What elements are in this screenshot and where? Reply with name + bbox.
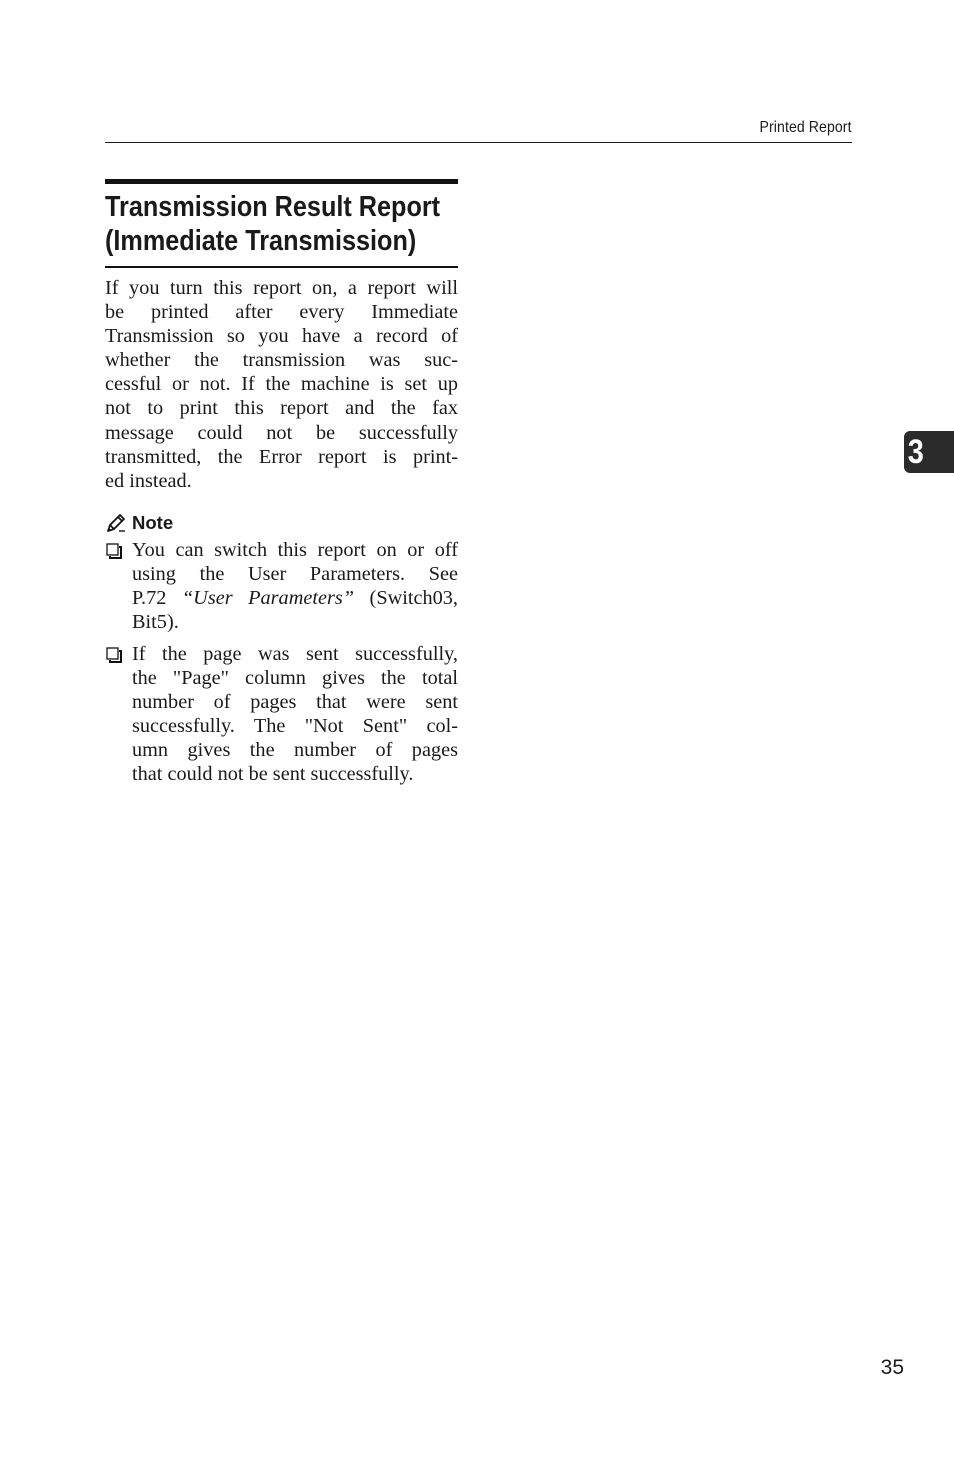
note-line: using the User Parameters. See	[132, 563, 458, 586]
note-line: number of pages that were sent	[132, 691, 458, 714]
note-item-text	[132, 642, 458, 787]
section-title	[105, 190, 470, 258]
header-rule	[105, 142, 852, 143]
note-line: Bit5).	[132, 611, 179, 634]
section-title-line-2: (Immediate Transmission)	[105, 225, 417, 257]
note-line: the "Page" column gives the total	[132, 667, 458, 690]
body-line: ed instead.	[105, 469, 192, 492]
page-number: 35	[880, 1356, 904, 1379]
note-line: If the page was sent successfully,	[132, 643, 458, 665]
note-line: umn gives the number of pages	[132, 739, 458, 762]
body-line: be printed after every Immediate	[105, 301, 458, 324]
note-heading	[105, 510, 173, 536]
pencil-icon	[105, 512, 127, 534]
body-line: If you turn this report on, a report will	[105, 277, 458, 299]
chapter-tab	[904, 431, 954, 473]
checkbox-bullet-icon	[106, 543, 122, 559]
note-line	[132, 586, 458, 610]
running-header: Printed Report	[759, 119, 852, 136]
body-line: transmitted, the Error report is print-	[105, 445, 458, 468]
checkbox-bullet-icon	[106, 647, 122, 663]
note-label: Note	[132, 512, 174, 533]
title-bottom-rule	[105, 266, 458, 268]
section-title-line-1: Transmission Result Report	[105, 191, 441, 223]
body-line: cessful or not. If the machine is set up	[105, 373, 458, 396]
note-line: that could not be sent successfully.	[132, 763, 414, 786]
note-item-text	[132, 538, 458, 634]
body-line: not to print this report and the fax	[105, 397, 458, 420]
user-parameters-link[interactable]: “User Parameters”	[181, 587, 355, 610]
chapter-number: 3	[907, 433, 924, 471]
note-line: You can switch this report on or off	[132, 539, 458, 561]
body-line: whether the transmission was suc-	[105, 349, 458, 372]
body-line: Transmission so you have a record of	[105, 325, 458, 348]
title-top-bar	[105, 179, 458, 184]
body-line: message could not be successfully	[105, 421, 458, 444]
body-paragraph	[105, 276, 458, 493]
note-line-prefix: P.72	[132, 587, 182, 610]
note-line-suffix: (Switch03,	[354, 587, 459, 610]
note-line: successfully. The "Not Sent" col-	[132, 715, 458, 738]
